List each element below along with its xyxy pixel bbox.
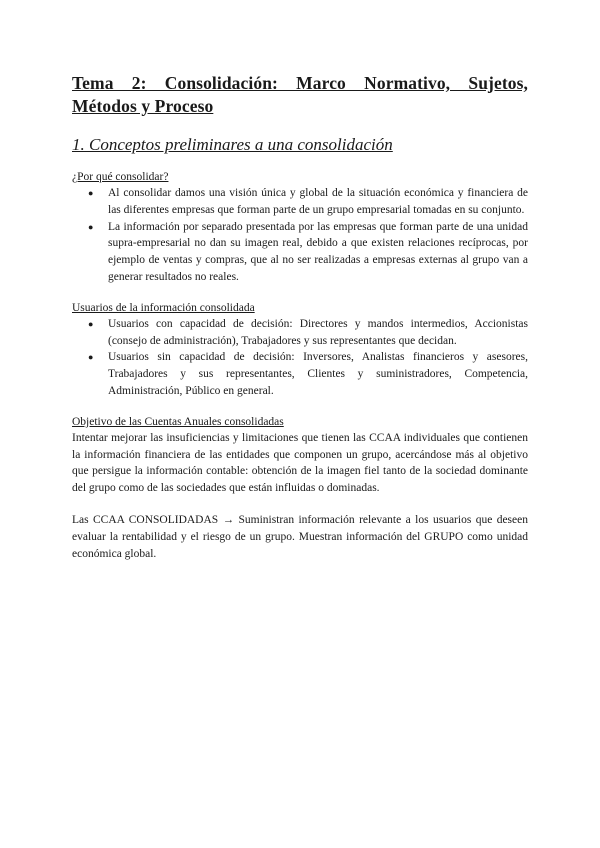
section-title: 1. Conceptos preliminares a una consolidación [72,135,393,154]
users-list [72,316,528,400]
why-consolidate-section [72,170,528,286]
why-consolidate-list [72,185,528,286]
closing-paragraph: Las CCAA CONSOLIDADAS → Suministran información relevante a los usuarios que deseen evaluar la rentabilidad y el riesgo de un grupo. Muestran información del GRUPO como unidad económica global. [72,513,528,560]
bullet-icon: ● [88,318,94,329]
list-item-text: Al consolidar damos una visión única y global de la situación económica y financiera de las diferentes empresas que forman parte de un grupo empresarial tomadas en su conjunto. [108,187,528,216]
list-item [72,219,528,286]
bullet-icon: ● [88,352,94,363]
document-title: Tema 2: Consolidación: Marco Normativo, Sujetos, Métodos y Proceso [72,73,528,116]
list-item-text: Usuarios con capacidad de decisión: Directores y mandos intermedios, Accionistas (consejo de administración), Trabajadores y sus representantes que decidan. [108,317,528,347]
users-section [72,301,528,400]
objective-paragraph: Intentar mejorar las insuficiencias y limitaciones que tienen las CCAA individuales que contienen la información financiera de las entidades que componen un grupo, acercándose más al objetivo que persigue la información contable: obtención de la imagen fiel tanto de la sociedad dominante del grupo como de las sociedades que están influidas o dominadas. [72,431,528,495]
bullet-icon: ● [88,188,94,198]
bullet-icon: ● [88,221,94,232]
list-item-text: La información por separado presentada por las empresas que forman parte de una unidad supra-empresarial no dan su imagen real, debido a que existen relaciones recíprocas, por ejemplo de ventas y compras, que al no ser realizadas a empresas externas al grupo van a generar resultados no reales. [108,220,528,283]
document-page [72,72,528,562]
list-item [72,185,528,219]
list-item [72,349,528,399]
objective-section [72,415,528,497]
objective-heading: Objetivo de las Cuentas Anuales consolidadas [72,415,284,428]
why-consolidate-heading: ¿Por qué consolidar? [72,171,169,183]
list-item [72,316,528,350]
users-heading: Usuarios de la información consolidada [72,301,255,314]
list-item-text: Usuarios sin capacidad de decisión: Inversores, Analistas financieros y asesores, Trabajadores y sus representantes, Clientes y suministradores, Competencia, Administración, Público en general. [108,351,528,397]
